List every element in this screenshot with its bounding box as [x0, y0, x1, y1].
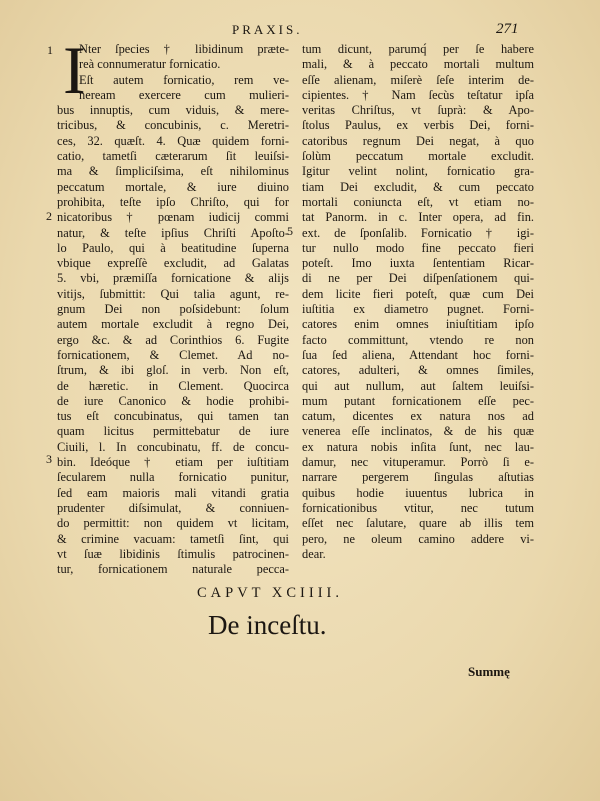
text-line: catoribus regnum Dei negat, à quo [302, 133, 534, 148]
text-line: tricibus, & concubinis, c. Meretri- [57, 118, 289, 133]
chapter-heading: CAPVT XCIIII. [197, 585, 343, 601]
text-line: vbique expreſſè excludit, ad Galatas [57, 256, 289, 271]
text-line: Igitur velint nolint, fornicatio gra- [302, 164, 534, 179]
text-line: ergo &c. & ad Corinthios 6. Fugite [57, 332, 289, 347]
running-head [0, 22, 600, 40]
text-line: quibus hodie iuuentus lubrica in [302, 485, 534, 500]
text-line: mum putant fornicationem eſſe pec- [302, 393, 534, 408]
text-line: dear. [302, 546, 326, 561]
text-line: tur, fornicationem naturale pecca- [57, 562, 289, 577]
text-line: tur nullo modo fine peccato fieri [302, 240, 534, 255]
text-line: ces, 32. quæſt. 4. Quæ quidem forni- [57, 133, 289, 148]
text-line: ma & ſimpliciſsima, eſt nihilominus [57, 164, 289, 179]
text-line: dem licite fieri poteſt, quæ cum Dei [302, 286, 534, 301]
text-line: catum, dicentes ex natura nos ad [302, 409, 534, 424]
text-line: & crimine vacuam: tametſi ſint, qui [57, 531, 289, 546]
text-line: ext. de ſponſalib. Fornicatio † igi- [302, 225, 534, 240]
text-line: reà connumeratur fornicatio. [79, 57, 221, 72]
text-line: quam licitus permittebatur de iure [57, 424, 289, 439]
text-line: qui aut nullum, aut ſaltem leuiſsi- [302, 378, 534, 393]
text-line: Eſt autem fornicatio, rem ve- [79, 72, 289, 87]
text-line: catores, adulteri, & omnes ſimiles, [302, 363, 534, 378]
text-line: damur, nec vituperamur. Porrò ſi e- [302, 455, 534, 470]
text-line: poteſt. Imo iuxta ſententiam Ricar- [302, 256, 534, 271]
text-line: nicatoribus † pœnam iudicij commi [57, 210, 289, 225]
text-line: neream exercere cum mulieri- [79, 87, 289, 102]
text-line: facto committunt, vtendo re non [302, 332, 534, 347]
text-line: bus innuptis, cum viduis, & mere- [57, 103, 289, 118]
text-line: tus eſt concubinatus, qui tamen tan [57, 409, 289, 424]
text-line: iuſtitia ex diametro pugnet. Forni- [302, 302, 534, 317]
text-line: peccatum mortale, & iure diuino [57, 179, 289, 194]
text-line: do permittit: non quidem vt licitam, [57, 516, 289, 531]
margin-note-5: 5 [287, 224, 293, 238]
text-line: eſſet nec ſalutare, quare ab illis tem [302, 516, 534, 531]
text-line: de iure Canonico & hodie prohibi- [57, 393, 289, 408]
text-line: ex natura nobis inſita ſunt, nec lau- [302, 439, 534, 454]
margin-note-2: 2 [46, 209, 52, 223]
text-line: tat Panorm. in c. Inter opera, ad fin. [302, 210, 534, 225]
drop-cap: I [63, 32, 86, 108]
text-line: mali, & à peccato mortali multum [302, 57, 534, 72]
text-line: narrare pergerem ſingulas aſtutias [302, 470, 534, 485]
text-line: cipientes. † Nam ſecùs teſtatur ipſa [302, 87, 534, 102]
text-line: fornicationibus vtitur, nec tutum [302, 500, 534, 515]
left-column [57, 32, 289, 577]
text-line: mortali coniuncta eſt, vt etiam no- [302, 194, 534, 209]
text-line: di ne per Dei diſpenſationem qui- [302, 271, 534, 286]
text-line: ſtrum, & ibi gloſ. in verb. Non eſt, [57, 363, 289, 378]
right-column [302, 42, 534, 562]
text-line: prudenter diſsimulat, & conniuen- [57, 500, 289, 515]
text-line: prohibita, teſte ipſo Chriſto, qui for [57, 194, 289, 209]
text-line: pero, ne oleum camino addere vi- [302, 531, 534, 546]
text-line: natur, & teſte ipſius Chriſti Apoſto- [57, 225, 289, 240]
text-line: ſolùm peccatum mortale excludit. [302, 149, 534, 164]
running-title: PRAXIS. [232, 22, 303, 37]
text-line: gnum Dei non poſsidebunt: ſolum [57, 302, 289, 317]
text-line: Nter ſpecies † libidinum præte- [79, 42, 289, 56]
text-line: vt ſuæ libidinis ſtimulis patrocinen- [57, 546, 289, 561]
text-line: catores enim omnes iniuſtitiam ipſo [302, 317, 534, 332]
text-line: venerea eſſe inclinatos, & de his quæ [302, 424, 534, 439]
text-line: lo Paulo, qui à beatitudine ſuperna [57, 240, 289, 255]
text-line: autem mortale excludit à regno Dei, [57, 317, 289, 332]
text-line: veritas Chriſtus, vt ſuprà: & Apo- [302, 103, 534, 118]
text-line: ſtolus Paulus, ex verbis Dei, forni- [302, 118, 534, 133]
text-line: ſed eam maioris mali vitandi gratia [57, 485, 289, 500]
text-line: bin. Ideóque † etiam per iuſtitiam [57, 455, 289, 470]
catchword: Summę [468, 664, 510, 679]
margin-note-1: 1 [47, 43, 53, 57]
text-line: eſſe alienam, miſerè ſeſe interim de- [302, 72, 534, 87]
text-line: catio, tametſi cæterarum ſit leuiſsi- [57, 149, 289, 164]
text-line: tiam Dei excludit, & cum peccato [302, 179, 534, 194]
text-line: vitijs, ſubmittit: Qui talia agunt, re- [57, 286, 289, 301]
text-line: Ciuili, l. In concubinatu, ff. de concu- [57, 439, 289, 454]
margin-note-3: 3 [46, 452, 52, 466]
text-line: 5. vbi, præmiſſa fornicatione & alijs [57, 271, 289, 286]
text-line: ſua ſed aliena, Attendant hoc forni- [302, 347, 534, 362]
text-line: de hæretic. in Clement. Quocirca [57, 378, 289, 393]
text-line: ſecularem nulla fornicatio punitur, [57, 470, 289, 485]
text-line: tum dicunt, parumq́ per ſe habere [302, 42, 534, 56]
page-number: 271 [496, 21, 519, 37]
text-line: fornicationem, & Clemet. Ad no- [57, 347, 289, 362]
chapter-title: De inceſtu. [208, 610, 327, 640]
